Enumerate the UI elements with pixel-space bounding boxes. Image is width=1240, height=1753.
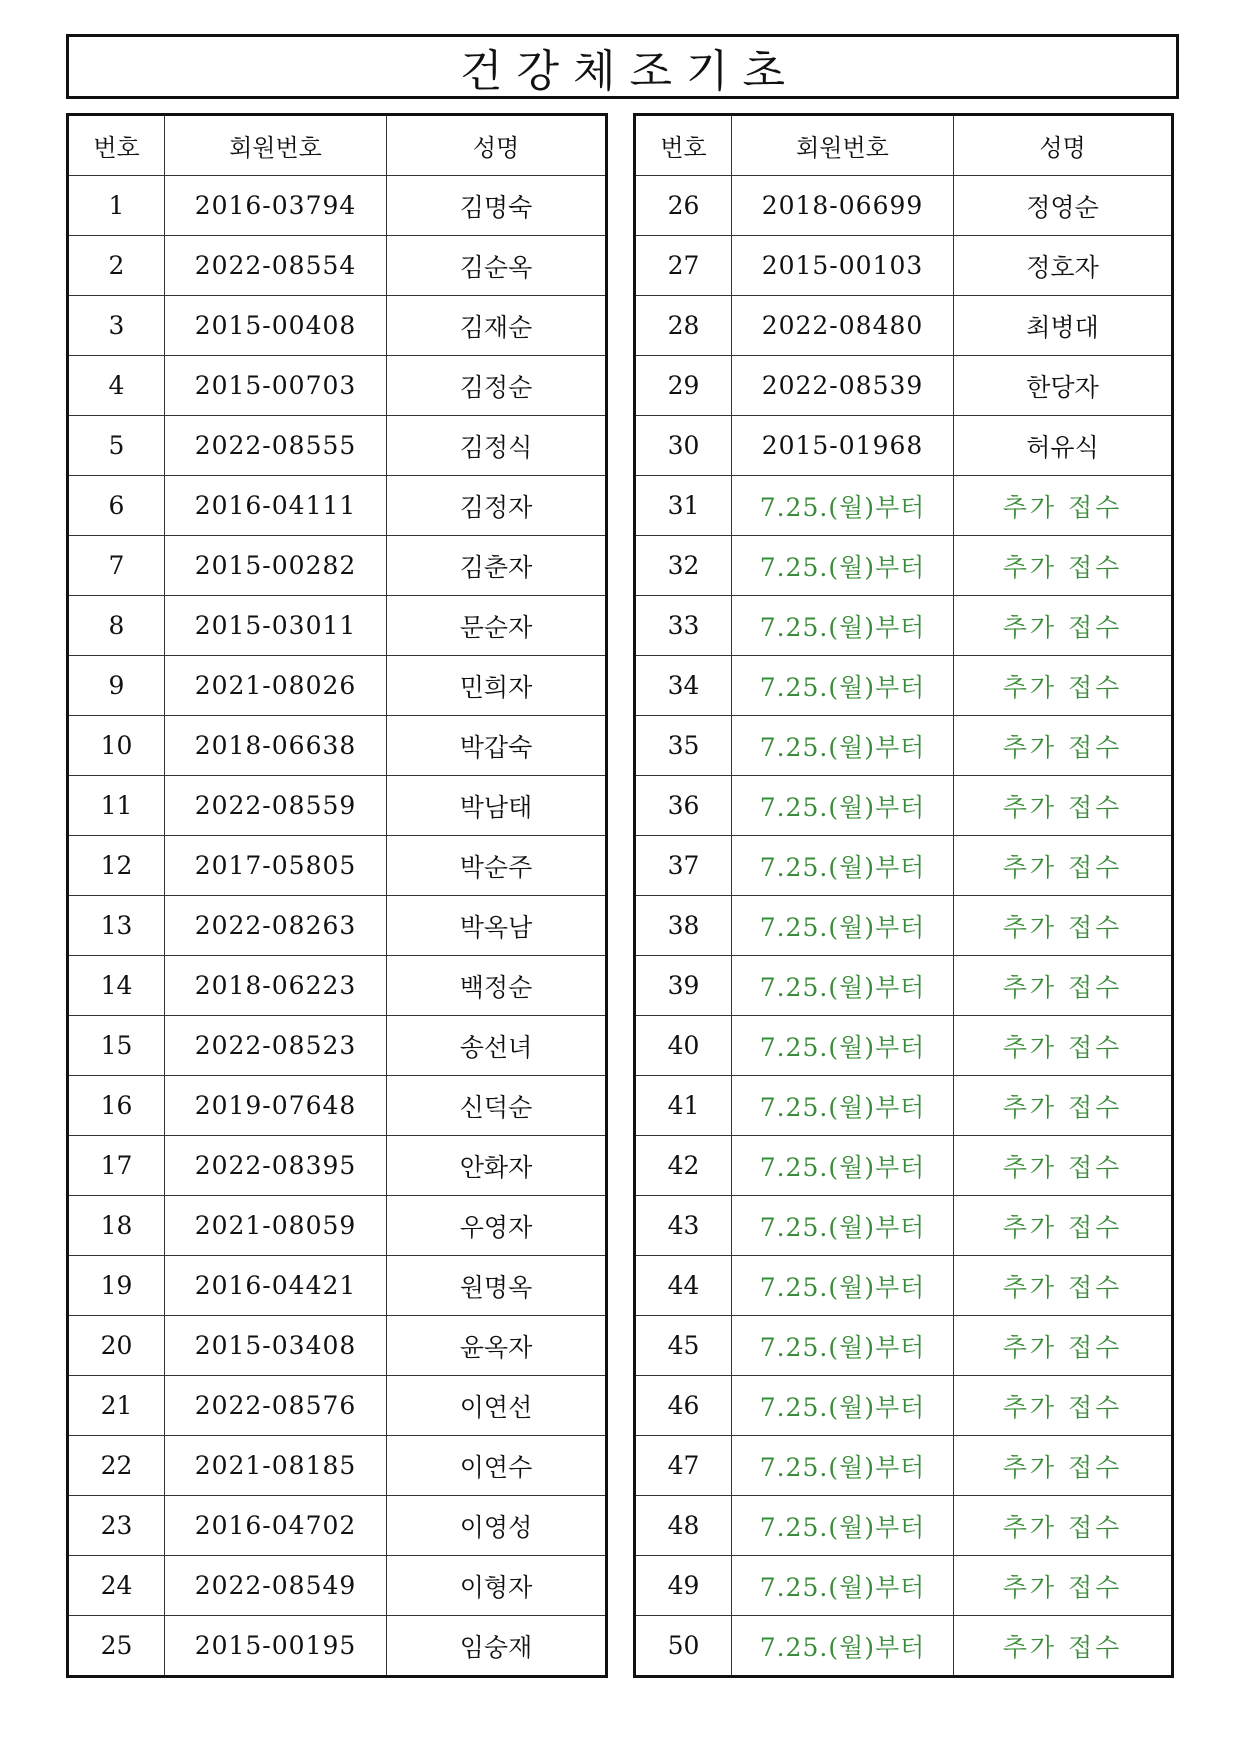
table-row xyxy=(68,1256,607,1316)
table-row xyxy=(68,1016,607,1076)
member-name: 정영순 xyxy=(954,176,1173,236)
table-row xyxy=(68,1076,607,1136)
member-id: 7.25.(월)부터 xyxy=(732,1316,954,1376)
member-id: 7.25.(월)부터 xyxy=(732,536,954,596)
member-id: 7.25.(월)부터 xyxy=(732,836,954,896)
member-id: 2015-00408 xyxy=(165,296,387,356)
header-number: 번호 xyxy=(68,115,165,176)
member-id: 7.25.(월)부터 xyxy=(732,476,954,536)
member-name: 김재순 xyxy=(387,296,607,356)
table-row xyxy=(635,176,1173,236)
header-row xyxy=(635,115,1173,176)
member-name: 추가 접수 xyxy=(954,1616,1173,1677)
member-name: 박순주 xyxy=(387,836,607,896)
row-number: 7 xyxy=(68,536,165,596)
header-name: 성명 xyxy=(954,115,1173,176)
row-number: 19 xyxy=(68,1256,165,1316)
table-row xyxy=(68,176,607,236)
table-row xyxy=(68,1316,607,1376)
table-row xyxy=(635,296,1173,356)
row-number: 40 xyxy=(635,1016,732,1076)
table-row xyxy=(68,776,607,836)
member-name: 송선녀 xyxy=(387,1016,607,1076)
member-id: 2021-08059 xyxy=(165,1196,387,1256)
member-id: 7.25.(월)부터 xyxy=(732,1436,954,1496)
member-name: 추가 접수 xyxy=(954,1376,1173,1436)
member-id: 7.25.(월)부터 xyxy=(732,1136,954,1196)
row-number: 12 xyxy=(68,836,165,896)
row-number: 34 xyxy=(635,656,732,716)
member-name: 원명옥 xyxy=(387,1256,607,1316)
table-row xyxy=(635,1376,1173,1436)
row-number: 47 xyxy=(635,1436,732,1496)
table-row xyxy=(635,1616,1173,1677)
member-name: 박옥남 xyxy=(387,896,607,956)
row-number: 37 xyxy=(635,836,732,896)
table-row xyxy=(635,356,1173,416)
table-row xyxy=(68,836,607,896)
table-row xyxy=(68,1616,607,1677)
member-id: 2015-00103 xyxy=(732,236,954,296)
table-row xyxy=(635,1556,1173,1616)
member-name: 추가 접수 xyxy=(954,1256,1173,1316)
row-number: 32 xyxy=(635,536,732,596)
member-id: 7.25.(월)부터 xyxy=(732,1496,954,1556)
row-number: 41 xyxy=(635,1076,732,1136)
member-id: 7.25.(월)부터 xyxy=(732,1016,954,1076)
member-name: 추가 접수 xyxy=(954,1016,1173,1076)
table-row xyxy=(68,1136,607,1196)
table-row xyxy=(635,1436,1173,1496)
member-name: 윤옥자 xyxy=(387,1316,607,1376)
row-number: 15 xyxy=(68,1016,165,1076)
table-row xyxy=(635,1136,1173,1196)
member-name: 추가 접수 xyxy=(954,956,1173,1016)
member-id: 2016-03794 xyxy=(165,176,387,236)
member-id: 2022-08263 xyxy=(165,896,387,956)
row-number: 14 xyxy=(68,956,165,1016)
member-id: 7.25.(월)부터 xyxy=(732,596,954,656)
row-number: 46 xyxy=(635,1376,732,1436)
table-row xyxy=(68,956,607,1016)
member-id: 2018-06638 xyxy=(165,716,387,776)
member-id: 7.25.(월)부터 xyxy=(732,776,954,836)
member-id: 7.25.(월)부터 xyxy=(732,1256,954,1316)
member-name: 문순자 xyxy=(387,596,607,656)
member-id: 2022-08549 xyxy=(165,1556,387,1616)
member-name: 이영성 xyxy=(387,1496,607,1556)
member-name: 임숭재 xyxy=(387,1616,607,1677)
table-row xyxy=(68,476,607,536)
member-id: 2016-04421 xyxy=(165,1256,387,1316)
row-number: 43 xyxy=(635,1196,732,1256)
table-row xyxy=(68,356,607,416)
row-number: 21 xyxy=(68,1376,165,1436)
member-id: 2016-04111 xyxy=(165,476,387,536)
member-id: 2015-03011 xyxy=(165,596,387,656)
member-name: 이연수 xyxy=(387,1436,607,1496)
row-number: 44 xyxy=(635,1256,732,1316)
table-row xyxy=(635,476,1173,536)
member-name: 김명숙 xyxy=(387,176,607,236)
row-number: 18 xyxy=(68,1196,165,1256)
table-row xyxy=(68,416,607,476)
row-number: 2 xyxy=(68,236,165,296)
row-number: 24 xyxy=(68,1556,165,1616)
row-number: 6 xyxy=(68,476,165,536)
member-name: 최병대 xyxy=(954,296,1173,356)
row-number: 50 xyxy=(635,1616,732,1677)
roster-body-right xyxy=(635,115,1173,1677)
table-row xyxy=(635,1256,1173,1316)
table-row xyxy=(68,236,607,296)
member-name: 추가 접수 xyxy=(954,776,1173,836)
row-number: 16 xyxy=(68,1076,165,1136)
member-name: 추가 접수 xyxy=(954,476,1173,536)
table-row xyxy=(635,1076,1173,1136)
row-number: 25 xyxy=(68,1616,165,1677)
member-name: 안화자 xyxy=(387,1136,607,1196)
member-id: 7.25.(월)부터 xyxy=(732,656,954,716)
member-id: 7.25.(월)부터 xyxy=(732,1376,954,1436)
member-id: 2015-00195 xyxy=(165,1616,387,1677)
table-row xyxy=(68,716,607,776)
header-member-id: 회원번호 xyxy=(732,115,954,176)
table-row xyxy=(635,1316,1173,1376)
table-row xyxy=(68,1376,607,1436)
member-name: 우영자 xyxy=(387,1196,607,1256)
row-number: 3 xyxy=(68,296,165,356)
header-number: 번호 xyxy=(635,115,732,176)
member-id: 7.25.(월)부터 xyxy=(732,1076,954,1136)
member-id: 2022-08539 xyxy=(732,356,954,416)
row-number: 42 xyxy=(635,1136,732,1196)
member-id: 7.25.(월)부터 xyxy=(732,1616,954,1677)
member-name: 추가 접수 xyxy=(954,896,1173,956)
member-name: 백정순 xyxy=(387,956,607,1016)
table-row xyxy=(635,836,1173,896)
row-number: 22 xyxy=(68,1436,165,1496)
roster-table-right xyxy=(633,113,1174,1678)
member-name: 추가 접수 xyxy=(954,1496,1173,1556)
member-name: 김춘자 xyxy=(387,536,607,596)
roster-body-left xyxy=(68,115,607,1677)
member-name: 허유식 xyxy=(954,416,1173,476)
row-number: 17 xyxy=(68,1136,165,1196)
header-row xyxy=(68,115,607,176)
table-row xyxy=(635,896,1173,956)
table-row xyxy=(68,1196,607,1256)
member-name: 박갑숙 xyxy=(387,716,607,776)
member-name: 김정자 xyxy=(387,476,607,536)
member-name: 민희자 xyxy=(387,656,607,716)
member-id: 2022-08523 xyxy=(165,1016,387,1076)
row-number: 39 xyxy=(635,956,732,1016)
member-id: 2019-07648 xyxy=(165,1076,387,1136)
row-number: 11 xyxy=(68,776,165,836)
row-number: 26 xyxy=(635,176,732,236)
member-id: 2022-08576 xyxy=(165,1376,387,1436)
member-name: 김정순 xyxy=(387,356,607,416)
table-row xyxy=(635,236,1173,296)
row-number: 36 xyxy=(635,776,732,836)
member-name: 이연선 xyxy=(387,1376,607,1436)
member-name: 김순옥 xyxy=(387,236,607,296)
member-id: 2022-08554 xyxy=(165,236,387,296)
member-id: 2022-08480 xyxy=(732,296,954,356)
row-number: 38 xyxy=(635,896,732,956)
member-id: 7.25.(월)부터 xyxy=(732,896,954,956)
table-row xyxy=(68,1496,607,1556)
table-row xyxy=(635,656,1173,716)
member-name: 박남태 xyxy=(387,776,607,836)
member-id: 7.25.(월)부터 xyxy=(732,716,954,776)
member-name: 정호자 xyxy=(954,236,1173,296)
row-number: 49 xyxy=(635,1556,732,1616)
row-number: 45 xyxy=(635,1316,732,1376)
member-name: 신덕순 xyxy=(387,1076,607,1136)
table-row xyxy=(635,776,1173,836)
row-number: 13 xyxy=(68,896,165,956)
row-number: 29 xyxy=(635,356,732,416)
member-name: 추가 접수 xyxy=(954,656,1173,716)
member-id: 2022-08395 xyxy=(165,1136,387,1196)
row-number: 9 xyxy=(68,656,165,716)
title-box xyxy=(66,34,1179,99)
row-number: 35 xyxy=(635,716,732,776)
row-number: 33 xyxy=(635,596,732,656)
member-name: 추가 접수 xyxy=(954,1316,1173,1376)
member-id: 2017-05805 xyxy=(165,836,387,896)
table-row xyxy=(635,1196,1173,1256)
table-row xyxy=(635,1496,1173,1556)
member-name: 추가 접수 xyxy=(954,596,1173,656)
table-row xyxy=(68,1556,607,1616)
table-row xyxy=(68,536,607,596)
page-title: 건강체조기초 xyxy=(459,45,800,97)
row-number: 10 xyxy=(68,716,165,776)
table-row xyxy=(635,416,1173,476)
table-row xyxy=(68,596,607,656)
roster-table-left xyxy=(66,113,608,1678)
table-row xyxy=(68,1436,607,1496)
row-number: 31 xyxy=(635,476,732,536)
row-number: 23 xyxy=(68,1496,165,1556)
table-row xyxy=(635,536,1173,596)
table-row xyxy=(635,596,1173,656)
member-name: 추가 접수 xyxy=(954,716,1173,776)
member-name: 이형자 xyxy=(387,1556,607,1616)
member-id: 2022-08555 xyxy=(165,416,387,476)
row-number: 28 xyxy=(635,296,732,356)
table-row xyxy=(635,1016,1173,1076)
row-number: 20 xyxy=(68,1316,165,1376)
member-name: 추가 접수 xyxy=(954,1556,1173,1616)
row-number: 8 xyxy=(68,596,165,656)
member-id: 2021-08026 xyxy=(165,656,387,716)
member-name: 추가 접수 xyxy=(954,1136,1173,1196)
member-id: 7.25.(월)부터 xyxy=(732,1196,954,1256)
member-id: 2015-00282 xyxy=(165,536,387,596)
row-number: 4 xyxy=(68,356,165,416)
header-member-id: 회원번호 xyxy=(165,115,387,176)
row-number: 30 xyxy=(635,416,732,476)
row-number: 5 xyxy=(68,416,165,476)
member-id: 2021-08185 xyxy=(165,1436,387,1496)
member-id: 2015-03408 xyxy=(165,1316,387,1376)
member-id: 7.25.(월)부터 xyxy=(732,956,954,1016)
member-name: 추가 접수 xyxy=(954,536,1173,596)
member-name: 김정식 xyxy=(387,416,607,476)
member-id: 2016-04702 xyxy=(165,1496,387,1556)
member-name: 한당자 xyxy=(954,356,1173,416)
member-id: 2018-06223 xyxy=(165,956,387,1016)
member-id: 2018-06699 xyxy=(732,176,954,236)
row-number: 48 xyxy=(635,1496,732,1556)
row-number: 27 xyxy=(635,236,732,296)
member-id: 7.25.(월)부터 xyxy=(732,1556,954,1616)
table-row xyxy=(68,896,607,956)
table-row xyxy=(68,296,607,356)
row-number: 1 xyxy=(68,176,165,236)
member-id: 2015-01968 xyxy=(732,416,954,476)
table-row xyxy=(635,956,1173,1016)
member-id: 2022-08559 xyxy=(165,776,387,836)
member-name: 추가 접수 xyxy=(954,1196,1173,1256)
member-name: 추가 접수 xyxy=(954,1076,1173,1136)
member-name: 추가 접수 xyxy=(954,1436,1173,1496)
member-id: 2015-00703 xyxy=(165,356,387,416)
table-row xyxy=(635,716,1173,776)
member-name: 추가 접수 xyxy=(954,836,1173,896)
header-name: 성명 xyxy=(387,115,607,176)
table-row xyxy=(68,656,607,716)
